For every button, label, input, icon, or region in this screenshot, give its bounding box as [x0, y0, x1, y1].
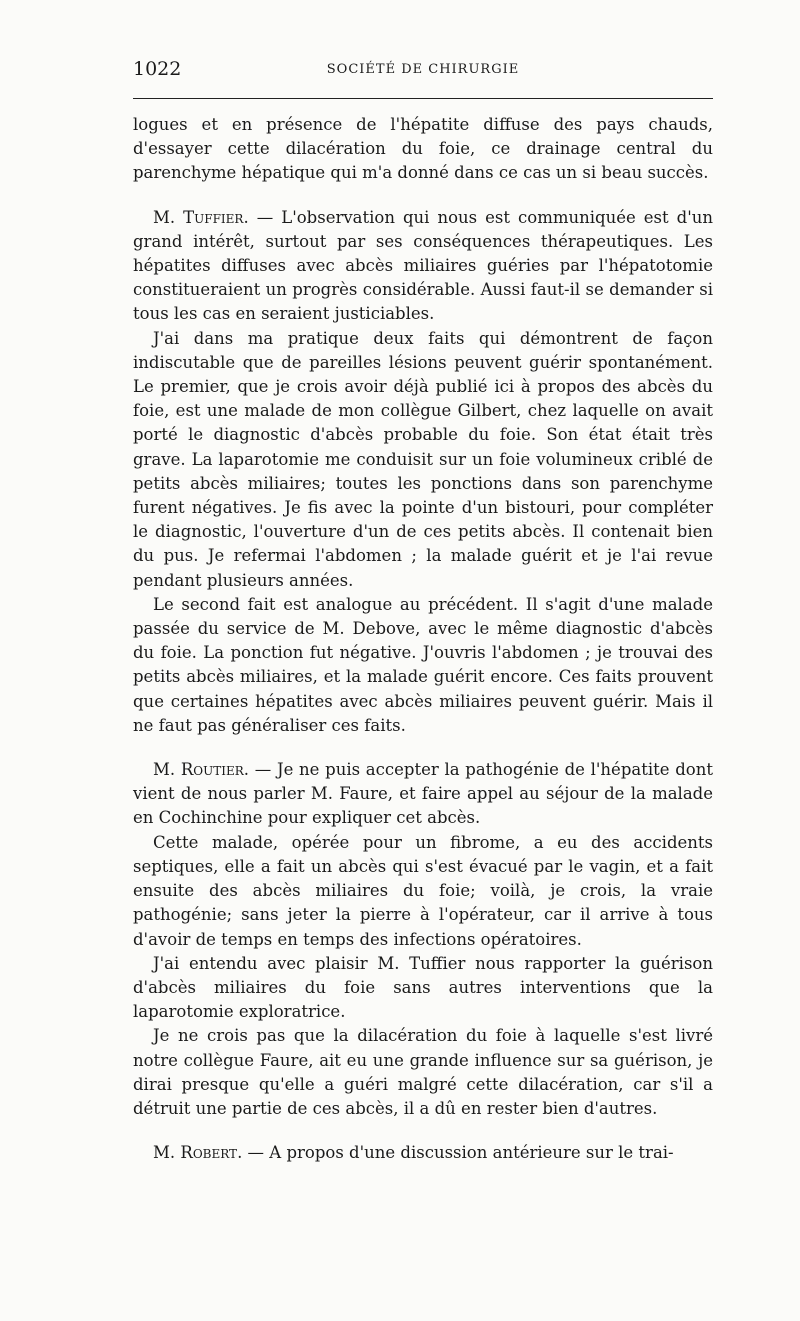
- speaker-prefix: M.: [153, 1143, 181, 1163]
- paragraph: [133, 952, 713, 1025]
- header-rule: [133, 98, 713, 99]
- body-text: [133, 113, 713, 1165]
- paragraph-text: J'ai entendu avec plaisir M. Tuffier nous rapporter la guérison d'abcès miliaires du foie sans autres interventions que la laparotomie exploratrice.: [133, 953, 713, 1022]
- speaker-name: Routier: [180, 760, 244, 780]
- page-number: 1022: [133, 58, 182, 80]
- paragraph: [133, 327, 713, 593]
- speaker-prefix: M.: [153, 760, 181, 780]
- paragraph-text: Je ne crois pas que la dilacération du foie à laquelle s'est livré notre collègue Faure, ait eu une grande influence sur sa guérison, je dirai presque qu'elle a guéri malgré cette dilacération, car s'il a détruit une partie de ces abcès, il a dû en rester bien d'autres.: [133, 1026, 713, 1118]
- speaker-paragraph: [133, 758, 713, 831]
- paragraph: [133, 1024, 713, 1121]
- document-page: [133, 58, 713, 1165]
- paragraph-text: . — L'observation qui nous est communiquée est d'un grand intérêt, surtout par ses conséquences thérapeutiques. Les hépatites diffuses avec abcès miliaires guéries par l'hépatotomie constitueraient un progrès considérable. Aussi faut-il se demander si tous les cas en seraient justiciables.: [133, 207, 713, 324]
- speaker-prefix: M.: [153, 207, 184, 227]
- paragraph-text: J'ai dans ma pratique deux faits qui démontrent de façon indiscutable que de pareilles lésions peuvent guérir spontanément. Le premier, que je crois avoir déjà publié ici à propos des abcès du foie, est une malade de mon collègue Gilbert, chez laquelle on avait porté le diagnostic d'abcès probable du foie. Son état était très grave. La laparotomie me conduisit sur un foie volumineux criblé de petits abcès miliaires; toutes les ponctions dans son parenchyme furent négatives. Je fis avec la pointe d'un bistouri, pour compléter le diagnostic, l'ouverture d'un de ces petits abcès. Il contenait bien du pus. Je refermai l'abdomen ; la malade guérit et je l'ai revue pendant plusieurs années.: [133, 328, 713, 590]
- paragraph: [133, 113, 713, 186]
- paragraph-text: Cette malade, opérée pour un fibrome, a eu des accidents septiques, elle a fait un abcès qui s'est évacué par le vagin, et a fait ensuite des abcès miliaires du foie; voilà, je crois, la vraie pathogénie; sans jeter la pierre à l'opérateur, car il arrive à tous d'avoir de temps en temps des infections opératoires.: [133, 832, 713, 949]
- paragraph: [133, 831, 713, 952]
- speaker-paragraph: [133, 1141, 713, 1165]
- paragraph-text: Le second fait est analogue au précédent. Il s'agit d'une malade passée du service de M. Debove, avec le même diagnostic d'abcès du foie. La ponction fut négative. J'ouvris l'abdomen ; je trouvai des petits abcès miliaires, et la malade guérit encore. Ces faits prouvent que certaines hépatites avec abcès miliaires peuvent guérir. Mais il ne faut pas généraliser ces faits.: [133, 594, 713, 735]
- speaker-paragraph: [133, 206, 713, 327]
- paragraph-text: . — Je ne puis accepter la pathogénie de l'hépatite dont vient de nous parler M. Faure, et faire appel au séjour de la malade en Cochinchine pour expliquer cet abcès.: [133, 760, 713, 828]
- speaker-name: Tuffier: [183, 207, 244, 227]
- running-title: SOCIÉTÉ DE CHIRURGIE: [326, 62, 520, 77]
- running-header: [133, 58, 713, 88]
- paragraph: [133, 593, 713, 738]
- paragraph-text: logues et en présence de l'hépatite diffuse des pays chauds, d'essayer cette dilacération du foie, ce drainage central du parenchyme hépatique qui m'a donné dans ce cas un si beau succès.: [133, 115, 713, 183]
- speaker-name: Robert: [180, 1143, 238, 1163]
- paragraph-text: . — A propos d'une discussion antérieure sur le trai-: [237, 1143, 674, 1163]
